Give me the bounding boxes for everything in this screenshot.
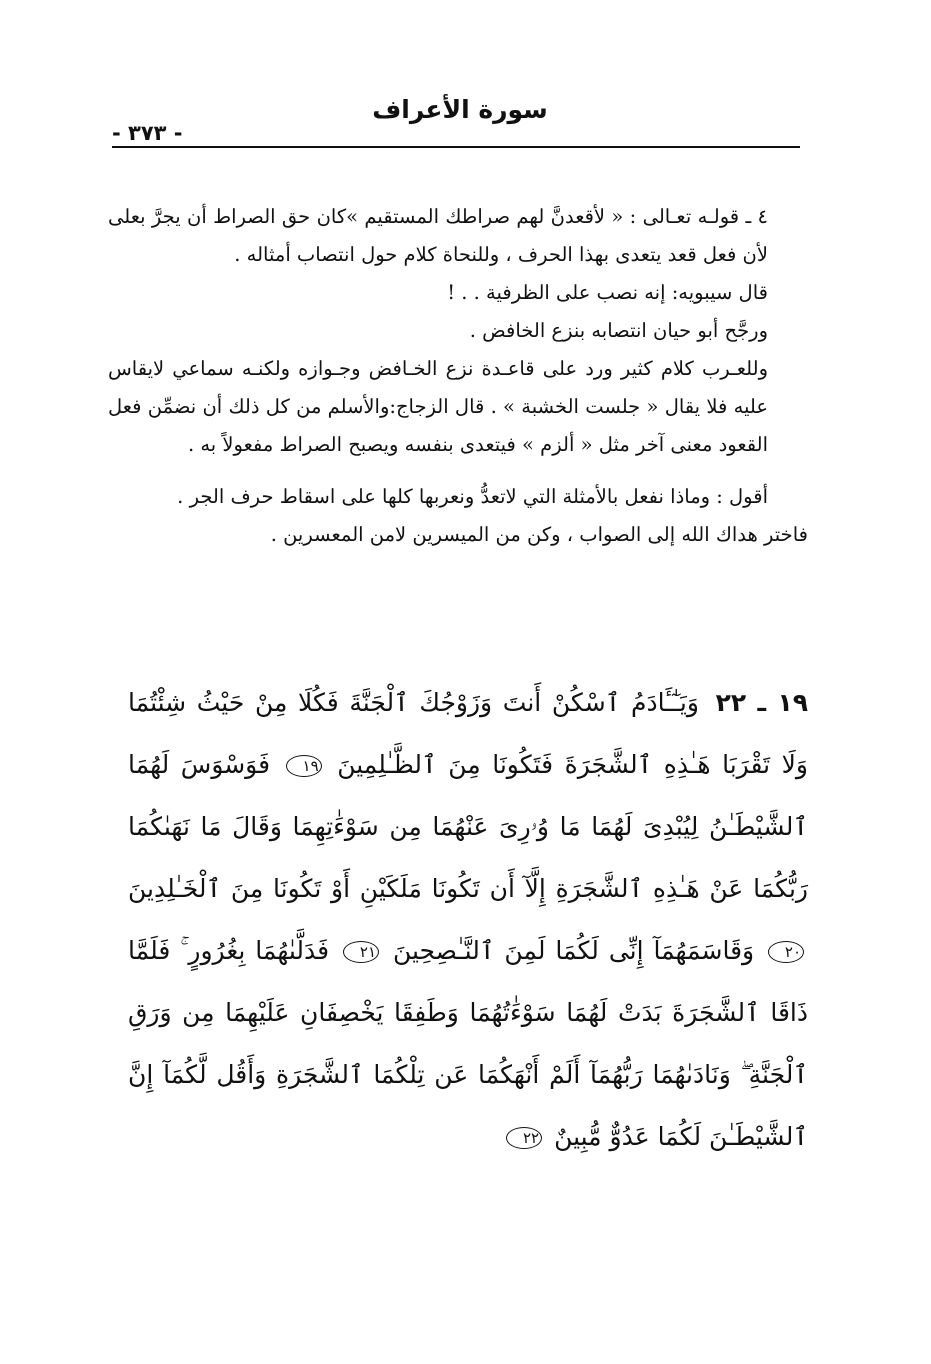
surah-title: سورة الأعراف <box>372 95 548 124</box>
commentary-paragraph: ورجَّح أبو حيان انتصابه بنزع الخافض . <box>469 319 768 342</box>
verse-text: فَوَسْوَسَ لَهُمَا ٱلشَّيْطَـٰنُ لِيُبْدِىَ لَهُمَا مَا وُۥرِىَ عَنْهُمَا مِن سَوْءَٰتِهِمَا وَقَالَ مَا نَهَىٰكُمَا رَبُّكُمَا عَنْ هَـٰذِهِ ٱلشَّجَرَةِ إِلَّآ أَن تَكُونَا مَلَكَيْنِ أَوْ تَكُونَا مِنَ ٱلْخَـٰلِدِينَ <box>128 750 808 903</box>
verse-text: وَقَاسَمَهُمَآ إِنِّى لَكُمَا لَمِنَ ٱلنَّـٰصِحِينَ <box>392 936 755 965</box>
ayah-number-marker: ١٩ <box>286 755 322 777</box>
header-divider <box>112 146 800 148</box>
commentary-paragraph: قال سيبويه: إنه نصب على الظرفية . . ! <box>447 281 768 304</box>
verse-text: فَدَلَّىٰهُمَا بِغُرُورٍ ۚ فَلَمَّا ذَاقَا ٱلشَّجَرَةَ بَدَتْ لَهُمَا سَوْءَٰتُهُمَا وَطَفِقَا يَخْصِفَانِ عَلَيْهِمَا مِن وَرَقِ ٱلْجَنَّةِ ۖ وَنَادَىٰهُمَا رَبُّهُمَآ أَلَمْ أَنْهَكُمَا عَن تِلْكُمَا ٱلشَّجَرَةِ وَأَقُل لَّكُمَآ إِنَّ ٱلشَّيْطَـٰنَ لَكُمَا عَدُوٌّ مُّبِينٌ <box>128 936 808 1151</box>
commentary-section <box>108 198 808 554</box>
quran-verses-block <box>128 672 808 1168</box>
verse-text: وَيَـٰٓـَٔادَمُ ٱسْكُنْ أَنتَ وَزَوْجُكَ ٱلْجَنَّةَ فَكُلَا مِنْ حَيْثُ شِئْتُمَا وَلَا تَقْرَبَا هَـٰذِهِ ٱلشَّجَرَةَ فَتَكُونَا مِنَ ٱلظَّـٰلِمِينَ <box>128 688 808 779</box>
page-number: - ٣٧٣ - <box>112 121 183 145</box>
commentary-paragraph: فاختر هداك الله إلى الصواب ، وكن من الميسرين لامن المعسرين . <box>270 523 808 546</box>
ayah-number-marker: ٢٢ <box>506 1127 542 1149</box>
ayah-number-marker: ٢٠ <box>768 941 804 963</box>
commentary-paragraph: ٤ ـ قولـه تعـالى : « لأقعدنَّ لهم صراطك المستقيم »كان حق الصراط أن يجرَّ بعلى لأن فعل قعد يتعدى بهذا الحرف ، وللنحاة كلام حول انتصاب أمثاله . <box>108 205 768 266</box>
commentary-paragraph: وللعـرب كلام كثير ورد على قاعـدة نزع الخـافض وجـوازه ولكنـه سماعي لايقاس عليه فلا يقال « جلست الخشبة » . قال الزجاج:والأسلم من كل ذلك أن نضمِّن فعل القعود معنى آخر مثل « ألزم » فيتعدى بنفسه ويصبح الصراط مفعولاً به . <box>108 357 768 456</box>
ayah-number-marker: ٢١ <box>343 941 379 963</box>
verse-range-label: ١٩ ـ ٢٢ <box>715 688 808 717</box>
commentary-paragraph: أقول : وماذا نفعل بالأمثلة التي لاتعدُّ ونعربها كلها على اسقاط حرف الجر . <box>177 485 768 508</box>
